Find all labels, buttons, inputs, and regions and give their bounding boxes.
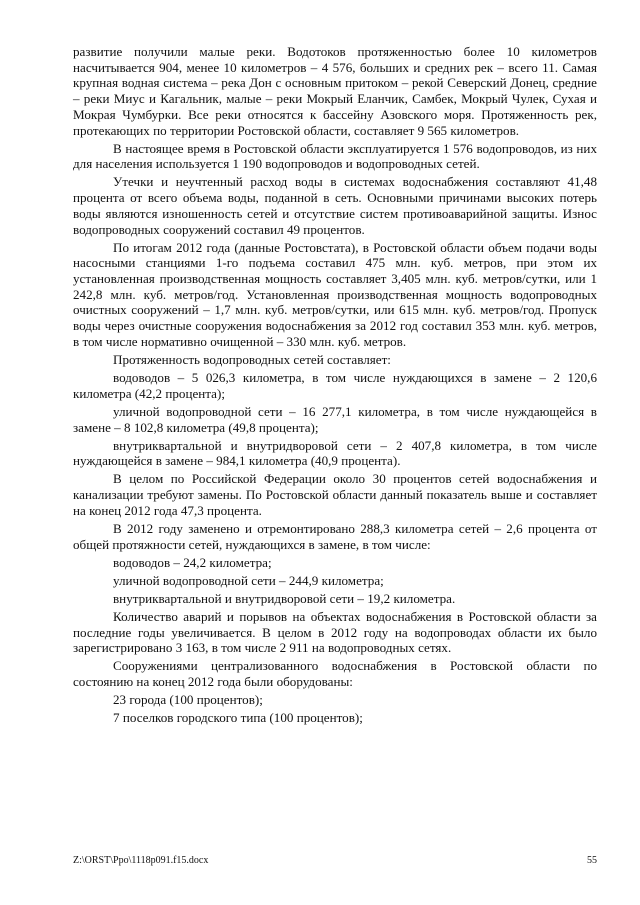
list-item-replaced-mains: водоводов – 24,2 километра; — [113, 554, 272, 570]
paragraph-rivers: развитие получили малые реки. Водотоков протяженностью более 10 километров насчитывается 904, менее 10 километров – 4 576, больших и средних рек – всего 11. Самая крупная водная система – река Дон с основным притоком – рекой Северский Донец, средние – реки Миус и Кагальник, малые – реки Мокрый Еланчик, Самбек, Мокрый Чулек, Сухая и Мокрая Чумбурки. Все реки относятся к бассейну Азовского моря. Протяженность рек, протекающих по территории Ростовской области, составляет 9 565 километров. — [73, 44, 597, 138]
paragraph-water-losses: Утечки и неучтенный расход воды в системах водоснабжения составляют 41,48 процента от всего объема воды, поданной в сеть. Основными причинами высоких потерь воды являются изношенность сетей и отсутствие систем противоаварийной защиты. Износ водопроводных сооружений составил 49 процентов. — [73, 174, 597, 237]
list-item-replaced-intra-block: внутриквартальной и внутридворовой сети – 19,2 километра. — [113, 590, 456, 606]
list-item-street-network: уличной водопроводной сети – 16 277,1 километра, в том числе нуждающейся в замене – 8 102,8 километра (49,8 процента); — [73, 403, 597, 435]
list-item-intra-block-network: внутриквартальной и внутридворовой сети – 2 407,8 километра, в том числе нуждающейся в замене – 984,1 километра (40,9 процента). — [73, 437, 597, 469]
document-body — [73, 44, 597, 728]
page-number: 55 — [587, 855, 597, 866]
list-item-cities: 23 города (100 процентов); — [113, 692, 263, 708]
list-item-water-mains: водоводов – 5 026,3 километра, в том числе нуждающихся в замене – 2 120,6 километра (42,2 процента); — [73, 370, 597, 401]
paragraph-russia-comparison: В целом по Российской Федерации около 30 процентов сетей водоснабжения и канализации требуют замены. По Ростовской области данный показатель выше и составляет на конец 2012 года 47,3 процента. — [73, 471, 597, 518]
list-item-settlements: 7 поселков городского типа (100 процентов); — [113, 710, 363, 726]
paragraph-2012-replacement: В 2012 году заменено и отремонтировано 288,3 километра сетей – 2,6 процента от общей протяжности сетей, нуждающихся в замене, в том числе: — [73, 520, 597, 552]
paragraph-centralized-supply: Сооружениями централизованного водоснабжения в Ростовской области по состоянию на конец 2012 года были оборудованы: — [73, 658, 597, 690]
footer-file-path: Z:\ORST\Ppo\1118p091.f15.docx — [73, 855, 209, 866]
paragraph-accidents: Количество аварий и порывов на объектах водоснабжения в Ростовской области за последние годы увеличивается. В целом в 2012 году на водопроводах области их было зарегистрировано 3 163, в том числе 2 911 на водопроводных сетях. — [73, 608, 597, 656]
paragraph-water-supply-count: В настоящее время в Ростовской области эксплуатируется 1 576 водопроводов, из них для населения используется 1 190 водопроводов и водопроводных сетей. — [73, 140, 597, 172]
list-item-replaced-street: уличной водопроводной сети – 244,9 километра; — [113, 572, 384, 588]
paragraph-network-length-intro: Протяженность водопроводных сетей составляет: — [113, 351, 391, 367]
paragraph-2012-results: По итогам 2012 года (данные Ростовстата), в Ростовской области объем подачи воды насосными станциями 1-го подъема составил 475 млн. куб. метров, при этом их установленная производственная мощность составляет 3,405 млн. куб. метров/сутки, или 1 242,8 млн. куб. метров/год. Установленная производственная мощность водопроводных очистных сооружений – 1,7 млн. куб. метров/сутки, или 615 млн. куб. метров/год. Пропуск воды через очистные сооружения водоснабжения за 2012 год составил 353 млн. куб. метров, в том числе нормативно очищенной – 330 млн. куб. метров. — [73, 239, 597, 349]
page-footer — [73, 855, 597, 869]
